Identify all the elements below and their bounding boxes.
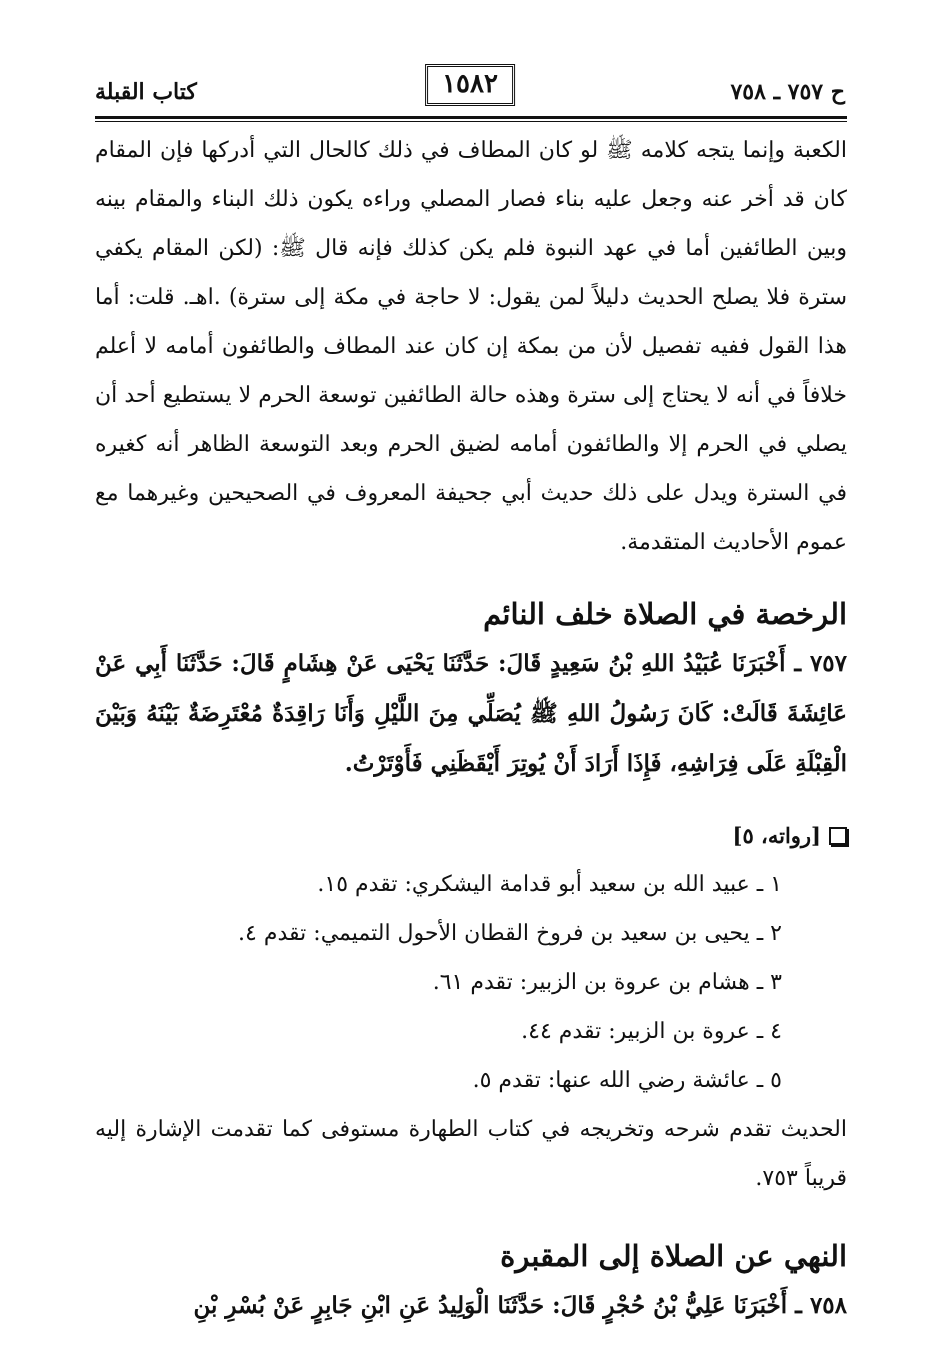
checkbox-square-icon <box>829 827 847 845</box>
narrator-item: ٤ ـ عروة بن الزبير: تقدم ٤٤. <box>521 1019 782 1044</box>
hadith-text: ٧٥٨ ـ أَخْبَرَنَا عَلِيُّ بْنُ حُجْرٍ قَالَ: حَدَّثَنَا الْوَلِيدُ عَنِ ابْنِ جَابِرٍ عَنْ بُسْرِ بْنِ <box>193 1292 847 1319</box>
page-body <box>95 126 847 1331</box>
book-title: كتاب القبلة <box>95 79 197 105</box>
narrators-title-text: [رواته، ٥] <box>732 823 821 848</box>
section-numbers: ح ٧٥٧ ـ ٧٥٨ <box>730 79 845 105</box>
page-number: ١٥٨٢ <box>425 64 515 106</box>
note-paragraph: الحديث تقدم شرحه وتخريجه في كتاب الطهارة مستوفى كما تقدمت الإشارة إليه قريباً ٧٥٣. <box>95 1117 847 1191</box>
commentary-paragraph: الكعبة وإنما يتجه كلامه ﷺ لو كان المطاف في ذلك كالحال التي أدركها فإن المقام كان قد أخر عنه وجعل عليه بناء فصار المصلي وراءه يكون ذلك البناء والمقام بينه وبين الطائفين أما في عهد النبوة فلم يكن كذلك فإنه قال ﷺ: (لكن المقام يكفي سترة فلا يصلح الحديث دليلاً لمن يقول: لا حاجة في مكة إلى سترة) .اهـ. قلت: أما هذا القول ففيه تفصيل لأن من بمكة إن كان عند المطاف والطائفون أمامه لا أعلم خلافاً في أنه لا يحتاج إلى سترة وهذه حالة الطائفين توسعة الحرم لا يستطيع أحد أن يصلي في الحرم إلا والطائفون أمامه لضيق الحرم وبعد التوسعة الظاهر أنه كغيره في السترة ويدل على ذلك حديث أبي جحيفة المعروف في الصحيحين وغيرهما مع عموم الأحاديث المتقدمة. <box>95 138 847 555</box>
section-heading: النهي عن الصلاة إلى المقبرة <box>500 1239 847 1273</box>
hadith-text: ٧٥٧ ـ أَخْبَرَنَا عُبَيْدُ اللهِ بْنُ سَعِيدٍ قَالَ: حَدَّثَنَا يَحْيَى عَنْ هِشَامٍ قَالَ: حَدَّثَنَا أَبِي عَنْ عَائِشَةَ قَالَتْ: كَانَ رَسُولُ اللهِ ﷺ يُصَلِّي مِنَ اللَّيْلِ وَأَنَا رَاقِدَةٌ مُعْتَرِضَةٌ بَيْنَهُ وَبَيْنَ الْقِبْلَةِ عَلَى فِرَاشِهِ، فَإِذَا أَرَادَ أَنْ يُوتِرَ أَيْقَظَنِي فَأَوْتَرْتُ. <box>95 650 847 777</box>
header-rule <box>95 116 847 119</box>
page-header <box>95 70 845 114</box>
header-rule-thin <box>95 121 847 122</box>
narrator-item: ٢ ـ يحيى بن سعيد بن فروخ القطان الأحول التميمي: تقدم ٤. <box>238 921 782 946</box>
narrator-item: ١ ـ عبيد الله بن سعيد أبو قدامة اليشكري: تقدم ١٥. <box>317 872 782 897</box>
narrator-item: ٣ ـ هشام بن عروة بن الزبير: تقدم ٦١. <box>432 970 782 995</box>
narrator-item: ٥ ـ عائشة رضي الله عنها: تقدم ٥. <box>472 1068 782 1093</box>
narrators-title <box>95 811 847 860</box>
section-heading: الرخصة في الصلاة خلف النائم <box>483 597 847 631</box>
